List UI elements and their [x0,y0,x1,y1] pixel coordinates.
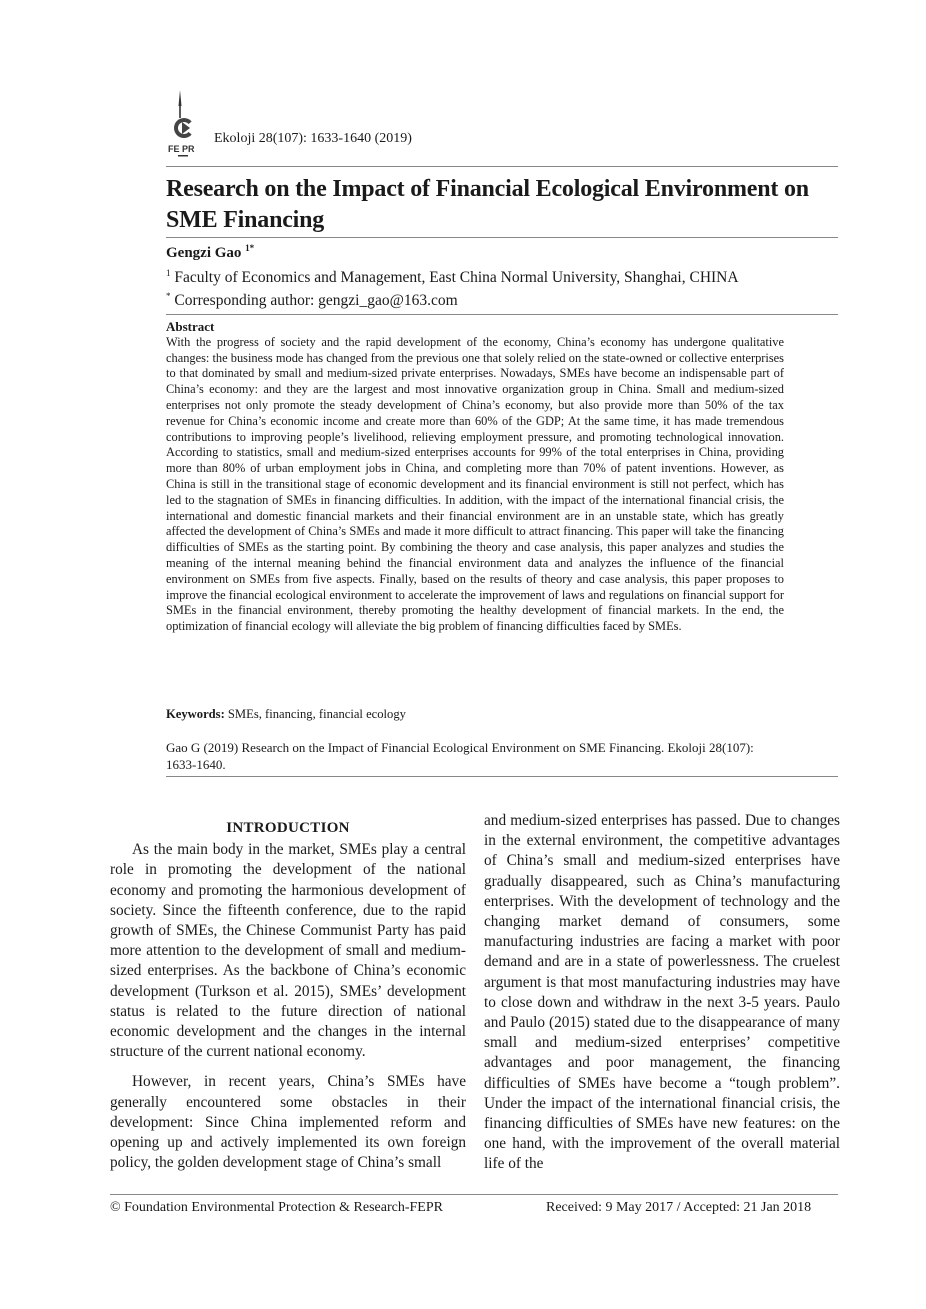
abstract-text: With the progress of society and the rapid development of the economy, China’s economy has undergone qualitative changes: the business mode has changed from the previous one that solely relied on the state-owned or collective enterprises to that dominated by small and medium-sized private enterprises. Nowadays, SMEs have become an indispensable part of China’s economy: and they are the largest and most innovative organization group in China. Small and medium-sized enterprises not only promote the steady development of China’s economy, but also provide more than 50% of the tax revenue for China’s economic income and create more than 60% of the GDP; At the same time, it has made tremendous contributions to improving people’s livelihood, relieving employment pressure, and promoting technological innovation. According to statistics, small and medium-sized enterprises accounts for 99% of the total enterprises in China, providing more than 80% of urban employment jobs in China, and completing more than 70% of patent inventions. However, as China is still in the transitional stage of economic development and its financial environment is still not perfect, which has led to the stagnation of SMEs in financing difficulties. In addition, with the impact of the international financial crisis, the international and domestic financial markets and their financial environment are in an unstable state, which has greatly affected the development of China’s SMEs and made it more difficult to attract financing. This paper will take the financing difficulties of SMEs as the starting point. By combining the theory and case analysis, this paper analyzes and studies the meaning of the internal meaning behind the financial environment data and analyzes the influence of the financial environment on SMEs from five aspects. Finally, based on the results of theory and case analysis, this paper proposes to improve the financial ecological environment to accelerate the improvement of laws and regulations on financial support for SMEs in the financial environment, thereby promoting the healthy development of financial markets. In the end, the optimization of financial ecology will alleviate the big problem of financing difficulties faced by SMEs. [166,334,784,634]
affiliation-mark: 1 [166,268,171,278]
article-title: Research on the Impact of Financial Ecological Environment on SME Financing [166,176,809,233]
keywords-line [166,707,406,722]
citation-rule [166,776,838,777]
intro-paragraph-2-continued: and medium-sized enterprises has passed. Due to changes in the external environment, the competitive advantages of China’s small and medium-sized enterprises have gradually disappeared, such as China’s manufacturing enterprises. With the development of technology and the changing market demand of consumers, some manufacturing industries are facing a market with poor demand and are in a state of powerlessness. The cruelest argument is that most manufacturing industries may have to close down and withdraw in the next 3-5 years. Paulo and Paulo (2015) stated due to the disappearance of many small and medium-sized enterprises’ competitive advantages and poor management, the financing difficulties of SMEs have become a “tough problem”. Under the impact of the international financial crisis, the financing difficulties of SMEs have new features: on the one hand, with the improvement of the overall material life of the [484,812,840,1173]
header-rule [166,166,838,167]
citation-text: Gao G (2019) Research on the Impact of Financial Ecological Environment on SME Financing. Ekoloji 28(107): 1633-1640. [166,740,754,772]
footer-rule [110,1194,838,1195]
corresponding-mark: * [166,291,171,301]
author-marks: 1* [245,243,255,253]
footer-copyright: © Foundation Environmental Protection & Research-FEPR [110,1200,443,1215]
corresponding-author: Corresponding author: gengzi_gao@163.com [174,292,458,310]
corresponding-line [166,291,458,310]
abstract-heading: Abstract [166,319,215,334]
journal-logo-icon [168,88,212,160]
abstract-block [166,319,784,635]
footer-dates: Received: 9 May 2017 / Accepted: 21 Jan 2018 [546,1200,812,1215]
logo-text: FE PR [168,144,195,154]
journal-reference: Ekoloji 28(107): 1633-1640 (2019) [214,131,412,146]
intro-paragraph-2: However, in recent years, China’s SMEs have generally encountered some obstacles in their development: Since China implemented reform and opening up and actively implemented its own foreign policy, the golden development stage of China’s small [110,1073,466,1172]
keywords-label: Keywords: [166,707,225,721]
left-column [110,812,466,1173]
affiliation: Faculty of Economics and Management, East China Normal University, Shanghai, CHINA [174,269,739,287]
right-column [484,811,840,1175]
keywords-text: SMEs, financing, financial ecology [227,707,406,721]
author-line [166,243,254,262]
title-rule [166,237,838,238]
abstract-rule [166,314,838,315]
author-name: Gengzi Gao [166,245,242,261]
intro-paragraph-1: As the main body in the market, SMEs play a central role in promoting the development of the national economy and promoting the harmonious development of society. Since the fifteenth conference, due to the rapid growth of SMEs, the Chinese Communist Party has paid more attention to the development of small and medium-sized enterprises. As the backbone of China’s economic development (Turkson et al. 2015), SMEs’ development status is related to the future direction of national economic development and the changes in the internal structure of the current national economy. [110,841,466,1061]
affiliation-line [166,268,739,287]
section-heading-introduction: INTRODUCTION [226,820,350,836]
